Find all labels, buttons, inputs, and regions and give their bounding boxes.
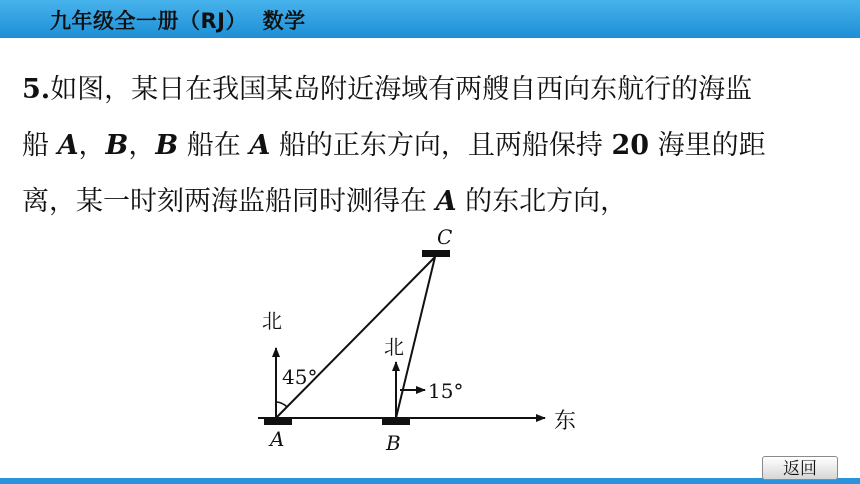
text-run: 船 [22,130,58,161]
text-run: ， [128,130,156,161]
text-run: 船在 [178,130,250,161]
text-run: 船的正东方向，且两船保持 [270,130,612,161]
header-title: 九年级全一册（RJ） 数学 [50,9,306,33]
angle-a-label: 45° [282,365,318,389]
ship-a-marker [264,418,292,425]
east-label: 东 [554,409,577,434]
problem-number: 5. [22,74,51,105]
point-a-label: A [270,427,285,451]
line-ac [276,257,435,418]
ship-label: B [105,130,129,161]
north-label-a: 北 [262,309,282,333]
ship-label: A [57,130,79,161]
ship-label: B [155,130,179,161]
text-run: 的东北方向， [456,186,628,217]
point-b-label: B [386,431,401,455]
text-run: 离，某一时刻两海监船同时测得在 [22,186,436,217]
angle-b-label: 15° [428,379,464,403]
back-button[interactable]: 返回 [762,456,838,480]
text-run: 海里的距 [649,130,766,161]
problem-line-1-text: 如图，某日在我国某岛附近海域有两艘自西向东航行的海监 [50,74,753,105]
angle-arc-a [276,402,287,407]
north-label-b: 北 [384,335,404,359]
text-run: ， [78,130,106,161]
distance-value: 20 [611,130,650,161]
point-c-marker [422,250,450,257]
point-c-label: C [437,225,453,249]
bottom-bar [0,478,860,484]
ship-label: A [435,186,457,217]
ship-label: A [249,130,271,161]
ship-b-marker [382,418,410,425]
